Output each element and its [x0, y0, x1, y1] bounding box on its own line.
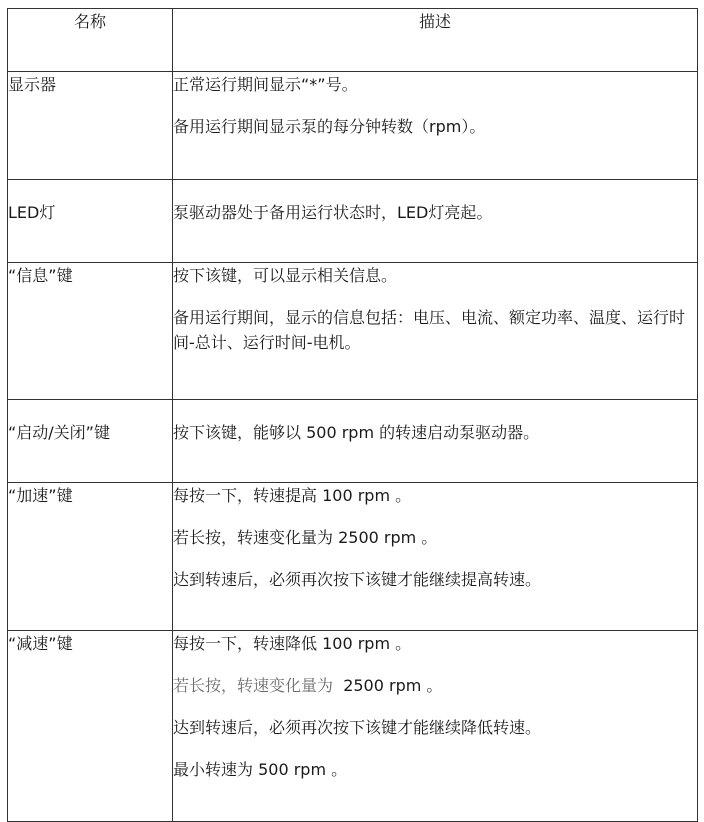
row-name: “减速”键 — [8, 631, 173, 822]
row-description — [173, 72, 698, 180]
row-description — [173, 263, 698, 400]
description-line — [173, 673, 697, 698]
row-description — [173, 483, 698, 631]
table-row — [8, 180, 698, 263]
description-line: 每按一下，转速提高 100 rpm 。 — [173, 486, 412, 505]
table-row — [8, 631, 698, 822]
row-description — [173, 180, 698, 263]
row-description — [173, 631, 698, 822]
description-line: 正常运行期间显示“*”号。 — [173, 75, 358, 94]
table-header-row — [8, 9, 698, 72]
description-line: 达到转速后，必须再次按下该键才能继续降低转速。 — [173, 718, 542, 737]
description-line: 按下该键，可以显示相关信息。 — [173, 266, 398, 285]
description-line: 按下该键，能够以 500 rpm 的转速启动泵驱动器。 — [173, 423, 540, 442]
header-name: 名称 — [8, 9, 173, 72]
description-line: 最小转速为 500 rpm 。 — [173, 760, 348, 779]
table-row — [8, 483, 698, 631]
description-line-part: 2500 rpm 。 — [343, 676, 443, 695]
row-name: “信息”键 — [8, 263, 173, 400]
row-description — [173, 400, 698, 483]
description-line: 每按一下，转速降低 100 rpm 。 — [173, 634, 412, 653]
description-line: 泵驱动器处于备用运行状态时，LED灯亮起。 — [173, 203, 493, 222]
row-name: 显示器 — [8, 72, 173, 180]
table-row — [8, 72, 698, 180]
description-line: 若长按，转速变化量为 2500 rpm 。 — [173, 528, 438, 547]
key-description-table — [7, 8, 698, 822]
description-line: 备用运行期间，显示的信息包括：电压、电流、额定功率、温度、运行时间-总计、运行时间-电机。 — [173, 308, 686, 352]
description-line-part: 若长按，转速变化量为 — [173, 676, 334, 695]
table-row — [8, 400, 698, 483]
table-row — [8, 263, 698, 400]
header-description: 描述 — [173, 9, 698, 72]
description-line: 达到转速后，必须再次按下该键才能继续提高转速。 — [173, 570, 542, 589]
row-name: “启动/关闭”键 — [8, 400, 173, 483]
row-name: LED灯 — [8, 180, 173, 263]
row-name: “加速”键 — [8, 483, 173, 631]
description-line: 备用运行期间显示泵的每分钟转数（rpm）。 — [173, 117, 486, 136]
